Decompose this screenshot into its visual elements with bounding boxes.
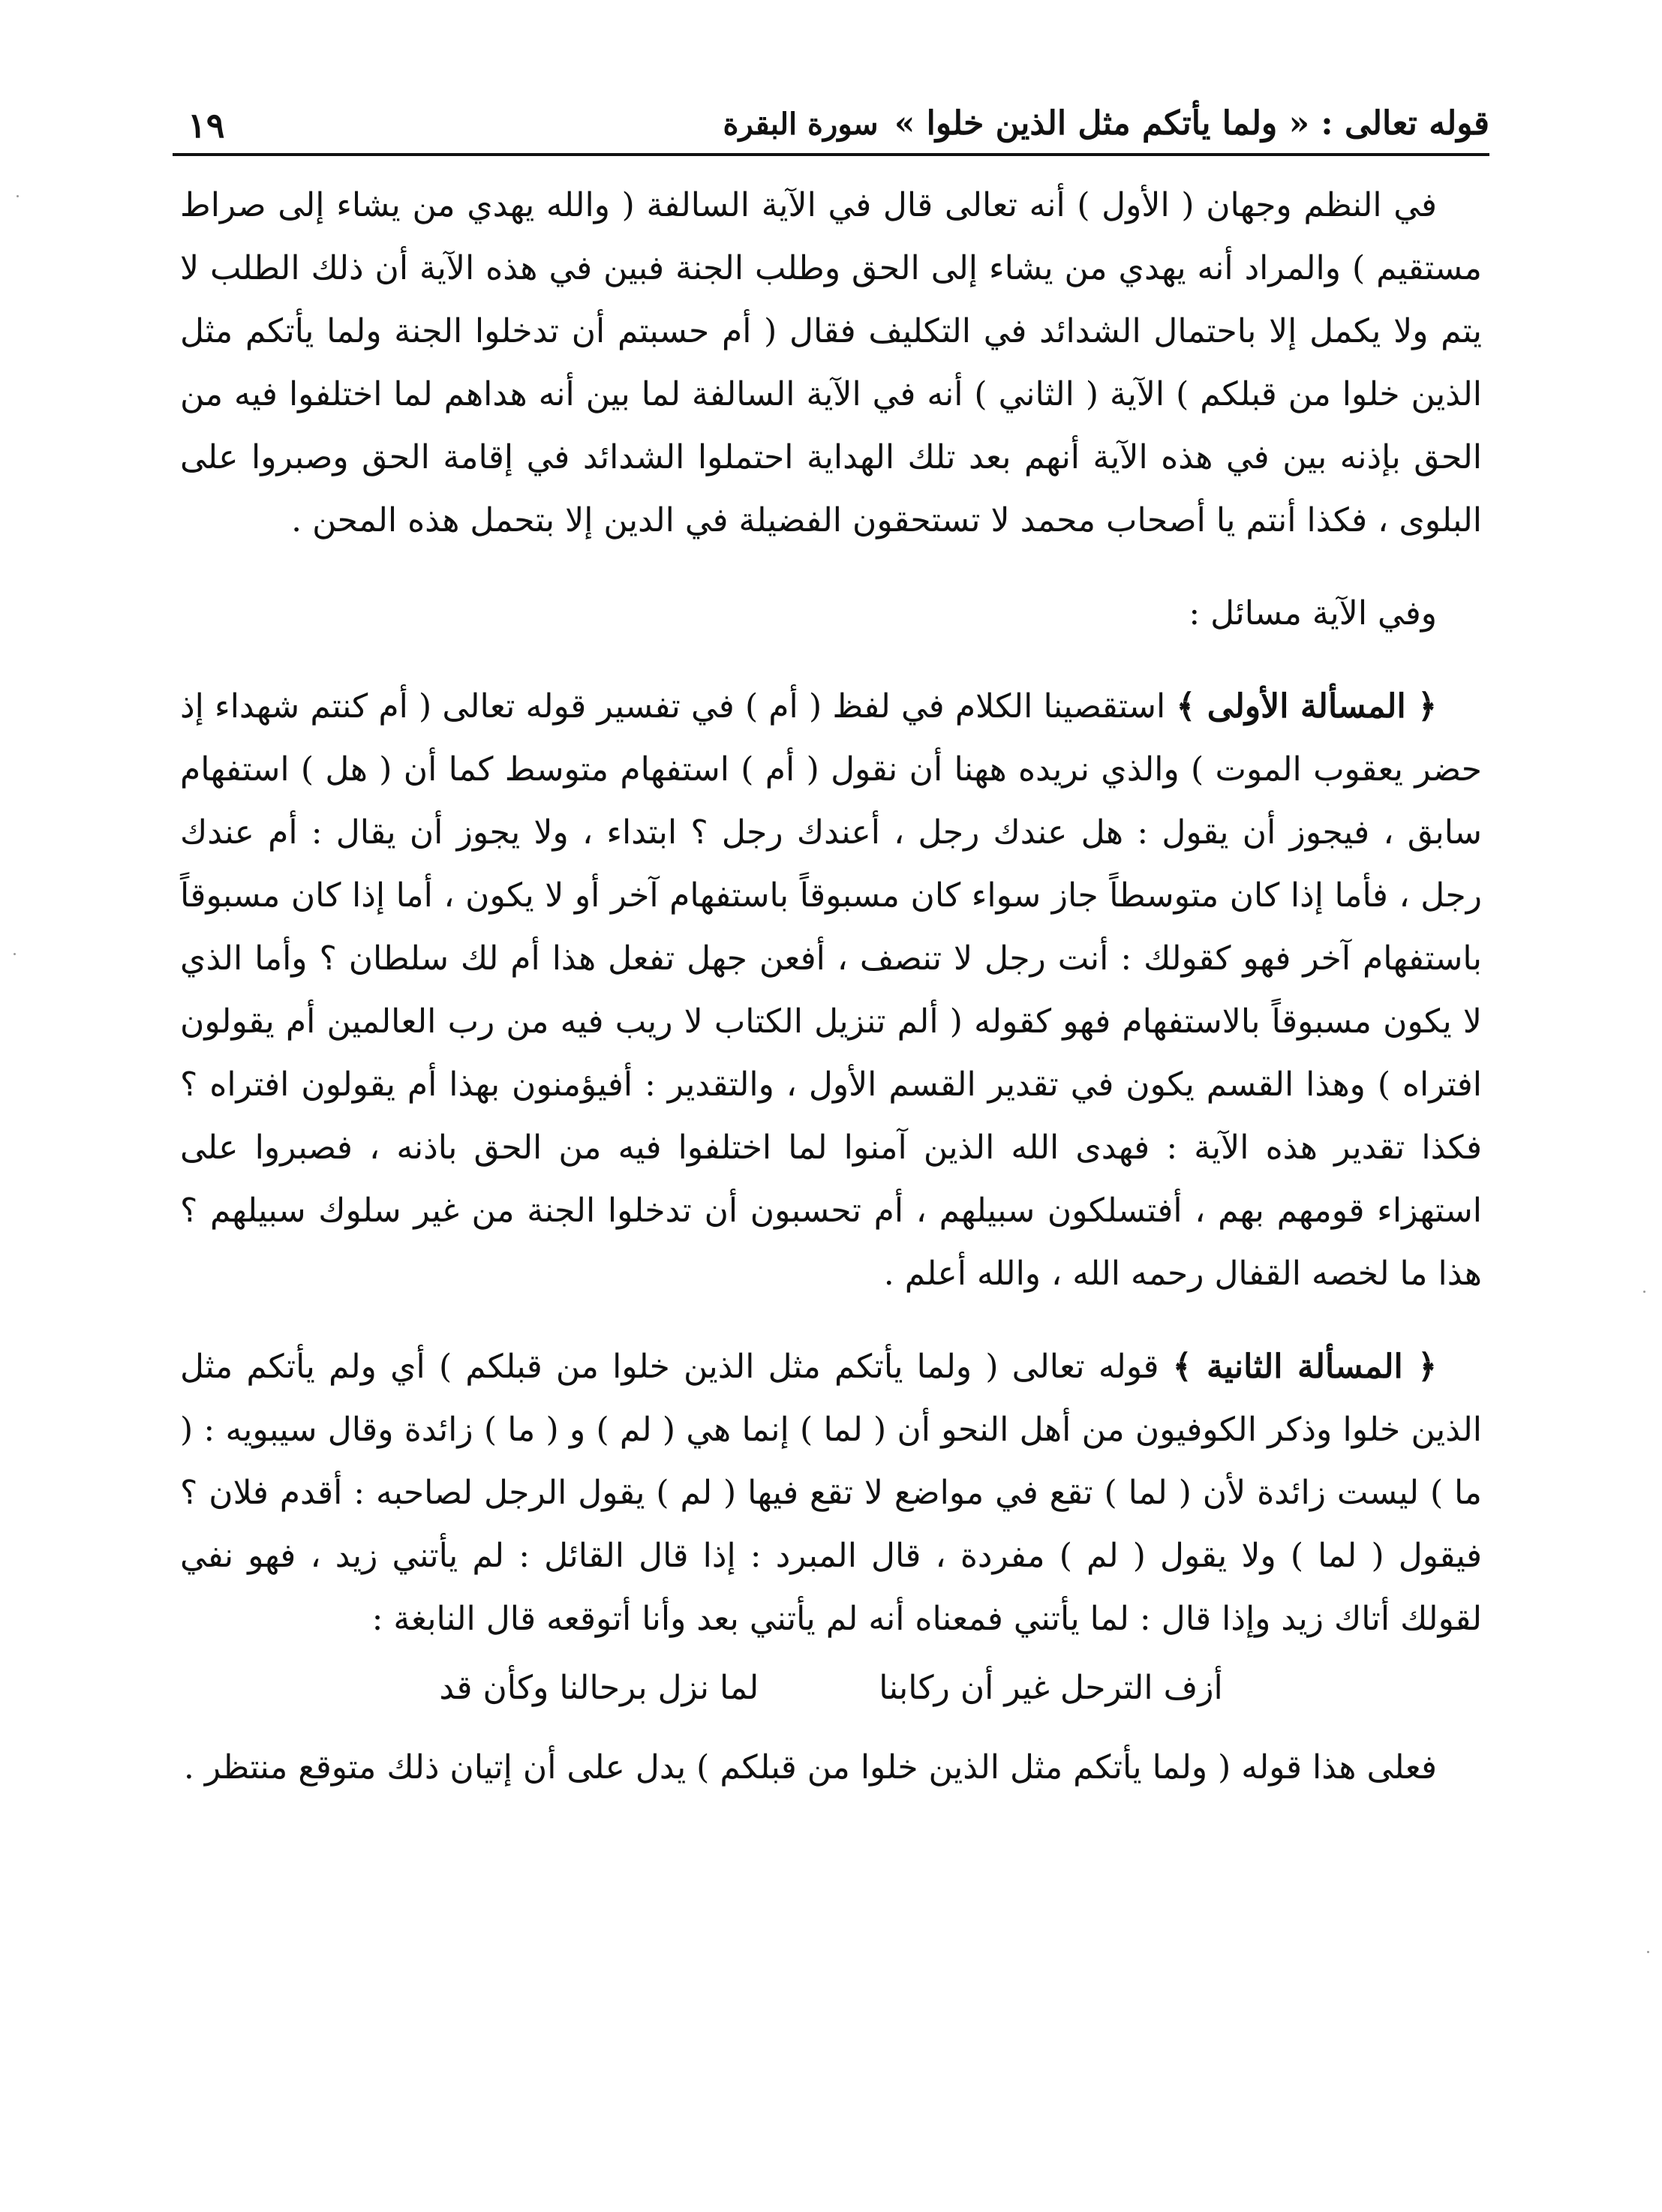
scan-speck <box>1647 1951 1649 1953</box>
first-issue-heading: ﴿ المسألة الأولى ﴾ <box>1176 687 1437 726</box>
intro-paragraph: في النظم وجهان ( الأول ) أنه تعالى قال في الآية السالفة ( والله يهدي من يشاء إلى صراط مستقيم ) والمراد أنه يهدي من يشاء إلى الحق وطلب الجنة فبين في هذه الآية أن ذلك الطلب لا يتم ولا يكمل إلا باحتمال الشدائد في التكليف فقال ( أم حسبتم أن تدخلوا الجنة ولما يأتكم مثل الذين خلوا من قبلكم ) الآية ( الثاني ) أنه في الآية السالفة لما بين أنه هداهم لما اختلفوا فيه من الحق بإذنه بين في هذه الآية أنهم بعد تلك الهداية احتملوا الشدائد في إقامة الحق وصبروا على البلوى ، فكذا أنتم يا أصحاب محمد لا تستحقون الفضيلة في الدين إلا بتحمل هذه المحن . <box>180 186 1482 539</box>
page-number: ١٩ <box>188 105 225 146</box>
second-issue-paragraph <box>180 1336 1482 1651</box>
verse-second-hemistich: لما نزل برحالنا وكأن قد <box>439 1669 759 1707</box>
header-surah-name: سورة البقرة <box>723 107 879 142</box>
verse-first-hemistich: أزف الترحل غير أن ركابنا <box>879 1669 1223 1707</box>
closing-paragraph: فعلى هذا قوله ( ولما يأتكم مثل الذين خلوا من قبلكم ) يدل على أن إتيان ذلك متوقع منتظر . <box>183 1748 1437 1787</box>
header-title <box>723 104 1489 143</box>
main-text <box>180 174 1482 1799</box>
first-issue-paragraph <box>180 675 1482 1306</box>
header-verse-title: قوله تعالى : « ولما يأتكم مثل الذين خلوا » <box>894 104 1489 143</box>
first-issue-text: استقصينا الكلام في لفظ ( أم ) في تفسير قوله تعالى ( أم كنتم شهداء إذ حضر يعقوب الموت ) والذي نريده ههنا أن نقول ( أم ) استفهام متوسط كما أن ( هل ) استفهام سابق ، فيجوز أن يقول : هل عندك رجل ، أعندك رجل ؟ ابتداء ، ولا يجوز أن يقال : أم عندك رجل ، فأما إذا كان متوسطاً جاز سواء كان مسبوقاً باستفهام آخر أو لا يكون ، أما إذا كان مسبوقاً باستفهام آخر فهو كقولك : أنت رجل لا تنصف ، أفعن جهل تفعل هذا أم لك سلطان ؟ وأما الذي لا يكون مسبوقاً بالاستفهام فهو كقوله ( ألم تنزيل الكتاب لا ريب فيه من رب العالمين أم يقولون افتراه ) وهذا القسم يكون في تقدير القسم الأول ، والتقدير : أفيؤمنون بهذا أم يقولون افتراه ؟ فكذا تقدير هذه الآية : فهدى الله الذين آمنوا لما اختلفوا فيه من الحق باذنه ، فصبروا على استهزاء قومهم بهم ، أفتسلكون سبيلهم ، أم تحسبون أن تدخلوا الجنة من غير سلوك سبيلهم ؟ هذا ما لخصه القفال رحمه الله ، والله أعلم . <box>180 687 1483 1293</box>
issues-intro: وفي الآية مسائل : <box>1189 594 1437 633</box>
scan-speck <box>14 953 16 955</box>
second-issue-text: قوله تعالى ( ولما يأتكم مثل الذين خلوا من قبلكم ) أي ولم يأتكم مثل الذين خلوا وذكر الكوفيون من أهل النحو أن ( لما ) إنما هي ( لم ) و ( ما ) زائدة وقال سيبويه : ( ما ) ليست زائدة لأن ( لما ) تقع في مواضع لا تقع فيها ( لم ) يقول الرجل لصاحبه : أقدم فلان ؟ فيقول ( لما ) ولا يقول ( لم ) مفردة ، قال المبرد : إذا قال القائل : لم يأتني زيد ، فهو نفي لقولك أتاك زيد وإذا قال : لما يأتني فمعناه أنه لم يأتني بعد وأنا أتوقعه قال النابغة : <box>180 1348 1482 1638</box>
scan-speck <box>17 195 19 197</box>
poetry-verse <box>180 1657 1482 1720</box>
second-issue-heading: ﴿ المسألة الثانية ﴾ <box>1172 1348 1437 1386</box>
scan-speck <box>1643 1291 1645 1293</box>
running-header <box>173 81 1489 156</box>
